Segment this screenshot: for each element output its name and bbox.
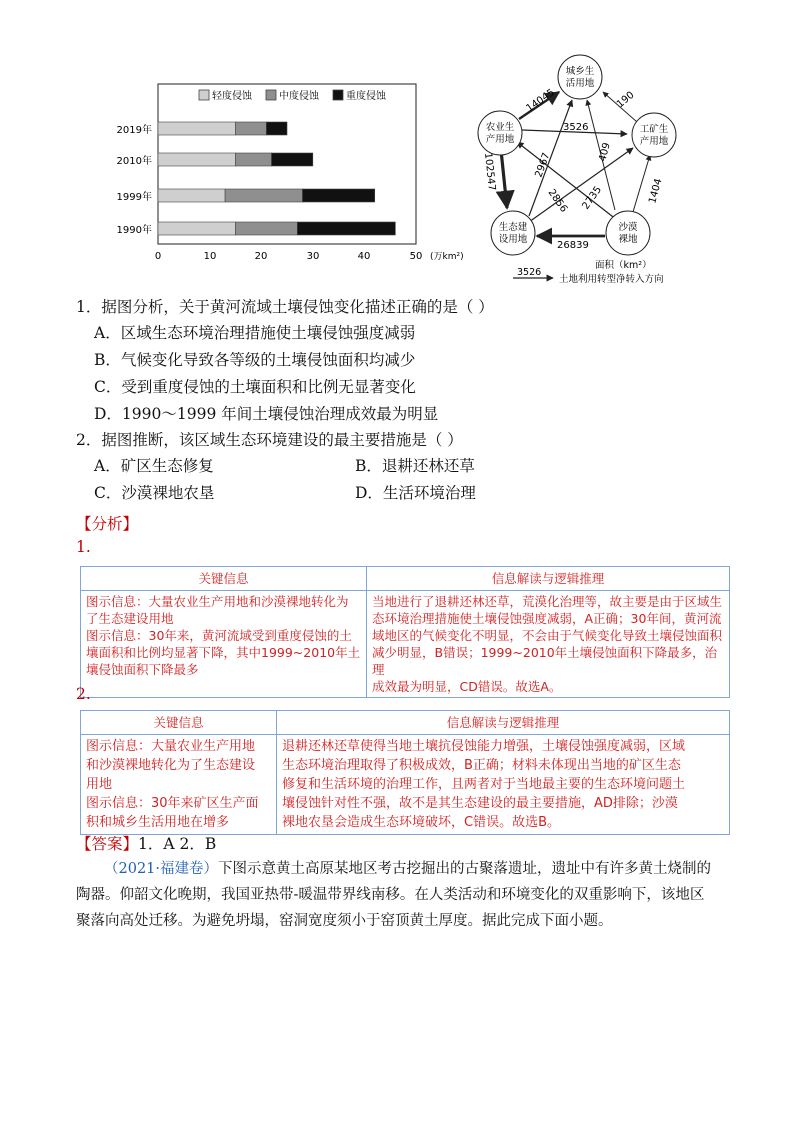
analysis-1-key-line: 了生态建设用地 — [86, 611, 174, 626]
question-1-option-a[interactable]: A．区域生态环境治理措施使土壤侵蚀强度减弱 — [94, 324, 416, 342]
legend-swatch-medium — [266, 90, 276, 100]
x-tick-40: 40 — [357, 251, 371, 262]
node-eco-label-2: 设用地 — [498, 234, 528, 245]
question-1-option-b[interactable]: B．气候变化导致各等级的土壤侵蚀面积均减少 — [94, 351, 416, 369]
node-city-label-1: 城乡生 — [565, 66, 595, 77]
year-label-1990: 1990年 — [116, 225, 152, 236]
analysis-2-header-key: 关键信息 — [81, 711, 277, 735]
analysis-1-key-line: 壤面积和比例均显著下降，其中1999~2010年土 — [86, 645, 361, 660]
flow-farm-to-eco — [501, 150, 507, 208]
question-1-stem: 1．据图分析，关于黄河流域土壤侵蚀变化描述正确的是（ ） — [76, 298, 494, 316]
analysis-1-table — [80, 566, 730, 698]
question-2-option-d[interactable]: D．生活环境治理 — [355, 484, 476, 502]
node-eco — [491, 211, 535, 255]
node-mine-label-1: 工矿生 — [639, 124, 669, 135]
intro-line-2: 陶器。仰韶文化晚期，我国亚热带-暖温带界线南移。在人类活动和环境变化的双重影响下，该地区 — [76, 887, 705, 903]
question-2-option-c[interactable]: C．沙漠裸地农垦 — [94, 484, 215, 502]
flow-value-1404: 1404 — [647, 177, 665, 205]
intro-line-3: 聚落向高处迁移。为避免坍塌，窑洞宽度须小于窑顶黄土厚度。据此完成下面小题。 — [76, 913, 613, 929]
node-mine-label-2: 产用地 — [639, 136, 669, 147]
flow-desert-to-mine — [633, 155, 650, 212]
x-unit-label: (万km²) — [430, 252, 464, 262]
flow-value-2735: 2735 — [580, 184, 605, 212]
diagram-legend-sample: 3526 — [517, 267, 542, 278]
bar-segment-1990-light — [158, 222, 235, 235]
node-farm-label-2: 产用地 — [485, 134, 515, 145]
x-tick-20: 20 — [254, 251, 268, 262]
flow-value-190: 190 — [614, 89, 637, 111]
next-problem-intro — [76, 856, 726, 934]
analysis-2-key-line: 图示信息：30年来矿区生产面 — [86, 796, 259, 811]
analysis-1-header-key: 关键信息 — [81, 567, 367, 591]
analysis-1-reasoning-line: 域地区的气候变化不明显，不会由于气候变化导致土壤侵蚀面积 — [372, 628, 723, 643]
flow-value-3526: 3526 — [563, 122, 589, 133]
analysis-2-number: 2. — [76, 685, 91, 703]
analysis-2-reasoning-line: 修复和生活环境的治理工作，且两者对于当地最主要的生态环境问题土 — [282, 777, 686, 792]
analysis-1-key-line: 图示信息：大量农业生产用地和沙漠裸地转化为 — [86, 594, 349, 609]
node-desert — [606, 211, 650, 255]
legend-label-light: 轻度侵蚀 — [212, 91, 252, 102]
chart-legend — [199, 89, 387, 102]
flow-value-2967: 2967 — [533, 151, 553, 180]
x-tick-10: 10 — [203, 251, 217, 262]
analysis-1-number: 1. — [76, 538, 91, 556]
intro-line-1: 下图示意黄土高原某地区考古挖掘出的古聚落遗址，遗址中有许多黄土烧制的 — [218, 861, 712, 877]
legend-swatch-light — [199, 90, 209, 100]
analysis-2-key-line: 和沙漠裸地转化为了生态建设 — [86, 758, 256, 773]
analysis-2-reasoning-line: 退耕还林还草使得当地土壤抗侵蚀能力增强，土壤侵蚀强度减弱，区域 — [282, 739, 686, 754]
analysis-2-key-line: 图示信息：大量农业生产用地 — [86, 739, 256, 754]
year-label-1999: 1999年 — [116, 192, 152, 203]
node-city — [558, 55, 602, 99]
erosion-bar-chart — [100, 78, 480, 283]
node-city-label-2: 活用地 — [565, 78, 595, 89]
analysis-2-reasoning — [277, 735, 730, 835]
node-farm-label-1: 农业生 — [485, 122, 515, 133]
bar-segment-1999-light — [158, 189, 225, 202]
analysis-2-table — [80, 710, 730, 835]
flow-value-14045: 14045 — [524, 87, 557, 115]
legend-label-heavy: 重度侵蚀 — [346, 91, 386, 102]
flow-value-26839: 26839 — [557, 240, 589, 251]
analysis-2-reasoning-line: 壤侵蚀针对性不强，故不是其生态建设的最主要措施，AD排除；沙漠 — [282, 796, 678, 811]
question-2-stem: 2．据图推断，该区域生态环境建设的最主要措施是（ ） — [76, 431, 463, 449]
analysis-2-key-line: 积和城乡生活用地在增多 — [86, 815, 230, 830]
year-label-2010: 2010年 — [116, 156, 152, 167]
bar-segment-1999-medium — [225, 189, 302, 202]
analysis-1-header-reasoning: 信息解读与逻辑推理 — [367, 567, 730, 591]
question-1-option-c[interactable]: C．受到重度侵蚀的土壤面积和比例无显著变化 — [94, 378, 416, 396]
analysis-1-reasoning-line: 当地进行了退耕还林还草，荒漠化治理等，故主要是由于区域生 — [372, 594, 723, 609]
analysis-1-reasoning-line: 态环境治理措施使土壤侵蚀强度减弱，A正确；30年间，黄河流 — [372, 611, 722, 626]
analysis-2-key-info — [81, 735, 277, 835]
analysis-2-reasoning-line: 生态环境治理取得了积极成效，B正确；材料未体现出当地的矿区生态 — [282, 758, 681, 773]
intro-source: （2021·福建卷） — [104, 861, 219, 877]
node-farm — [478, 111, 522, 155]
answer-line — [76, 832, 216, 854]
node-eco-label-1: 生态建 — [498, 222, 528, 233]
land-use-flow-diagram — [455, 50, 705, 290]
answer-tag: 【答案】 — [76, 835, 139, 853]
x-tick-30: 30 — [306, 251, 320, 262]
year-label-2019: 2019年 — [116, 125, 152, 136]
node-desert-label-1: 沙漠 — [618, 222, 638, 233]
analysis-2-reasoning-line: 裸地农垦会造成生态环境破坏，C错误。故选B。 — [282, 815, 560, 830]
question-2-option-a[interactable]: A．矿区生态修复 — [94, 457, 214, 475]
analysis-2-header-reasoning: 信息解读与逻辑推理 — [277, 711, 730, 735]
legend-label-medium: 中度侵蚀 — [279, 91, 319, 102]
bar-segment-2019-heavy — [266, 122, 287, 135]
legend-swatch-heavy — [333, 90, 343, 100]
analysis-1-reasoning-line: 减少明显，B错误；1999~2010年土壤侵蚀面积下降最多，治理 — [372, 645, 718, 677]
flow-value-102547: 102547 — [482, 152, 497, 192]
bar-segment-2010-medium — [235, 153, 271, 166]
node-desert-label-2: 裸地 — [618, 234, 638, 245]
analysis-1-reasoning — [367, 591, 730, 698]
answer-text: 1．A 2．B — [138, 835, 217, 853]
bar-segment-1990-heavy — [297, 222, 395, 235]
diagram-legend-text: 土地利用转型净转入方向 — [559, 274, 664, 285]
analysis-1-key-line: 壤侵蚀面积下降最多 — [86, 662, 199, 677]
analysis-tag: 【分析】 — [76, 515, 139, 533]
bar-segment-1990-medium — [235, 222, 297, 235]
flow-value-2856: 2856 — [545, 187, 570, 215]
flow-value-409: 409 — [597, 141, 613, 163]
diagram-legend-unit: 面积（km²） — [595, 260, 652, 271]
analysis-1-key-line: 图示信息：30年来，黄河流域受到重度侵蚀的土 — [86, 628, 352, 643]
analysis-2-key-line: 用地 — [86, 777, 113, 792]
bar-segment-2010-light — [158, 153, 235, 166]
bar-segment-2019-medium — [235, 122, 266, 135]
bar-segment-2019-light — [158, 122, 235, 135]
bar-segment-2010-heavy — [272, 153, 313, 166]
x-tick-0: 0 — [154, 251, 162, 262]
x-tick-50: 50 — [409, 251, 423, 262]
question-1-option-d[interactable]: D．1990～1999 年间土壤侵蚀治理成效最为明显 — [94, 405, 439, 423]
analysis-1-reasoning-line: 成效最为明显，CD错误。故选A。 — [372, 679, 562, 694]
analysis-1-key-info — [81, 591, 367, 698]
node-mine — [632, 113, 676, 157]
bar-segment-1999-heavy — [302, 189, 374, 202]
question-2-option-b[interactable]: B．退耕还林还草 — [355, 457, 475, 475]
